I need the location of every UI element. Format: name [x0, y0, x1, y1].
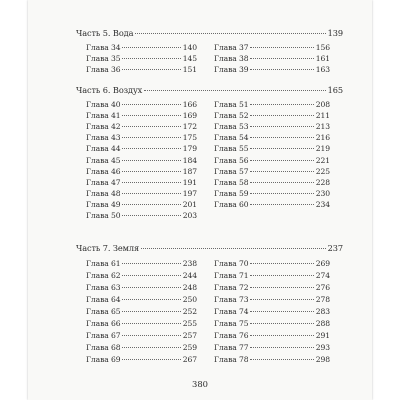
- toc-entry: [86, 294, 197, 305]
- toc-entry: [214, 306, 330, 317]
- chapter-title: Глава 60: [214, 199, 249, 209]
- chapter-page: 211: [315, 111, 330, 121]
- toc-entry: [86, 354, 197, 365]
- leader-dots: [122, 204, 180, 205]
- leader-dots: [141, 248, 326, 249]
- leader-dots: [250, 347, 313, 348]
- toc-entry: [214, 53, 330, 64]
- chapter-title: Глава 50: [86, 211, 121, 220]
- leader-dots: [122, 323, 180, 324]
- toc-entry: [86, 318, 197, 329]
- toc-entry: [214, 143, 330, 154]
- toc-entry: [214, 99, 330, 110]
- leader-dots: [250, 171, 313, 172]
- toc-entry: [214, 177, 330, 188]
- toc-entry: [86, 121, 197, 132]
- chapter-title: Глава 44: [86, 144, 121, 154]
- part-page: 139: [327, 28, 343, 38]
- chapter-page: 179: [182, 144, 197, 154]
- toc-entry: [86, 166, 197, 177]
- chapter-title: Глава 69: [86, 355, 121, 364]
- chapter-page: 187: [182, 166, 197, 176]
- toc-entry: [86, 188, 197, 199]
- toc-entry: [86, 258, 197, 269]
- part-title: Часть 6. Воздух: [76, 85, 143, 95]
- leader-dots: [122, 126, 180, 127]
- chapter-title: Глава 54: [214, 133, 249, 143]
- leader-dots: [122, 193, 180, 194]
- leader-dots: [122, 69, 180, 70]
- chapter-page: 151: [182, 65, 197, 75]
- chapter-page: 225: [315, 166, 330, 176]
- toc-entry: [214, 258, 330, 269]
- leader-dots: [250, 126, 313, 127]
- chapter-page: 293: [315, 343, 330, 352]
- chapter-page: 230: [315, 188, 330, 198]
- page-number: 380: [192, 379, 208, 389]
- toc-entry: [214, 42, 330, 53]
- leader-dots: [250, 58, 313, 59]
- chapter-page: 166: [182, 100, 197, 109]
- leader-dots: [135, 33, 325, 34]
- chapter-title: Глава 57: [214, 166, 249, 176]
- chapter-page: 274: [315, 271, 330, 280]
- leader-dots: [122, 148, 180, 149]
- leader-dots: [122, 47, 180, 48]
- chapter-title: Глава 72: [214, 283, 249, 292]
- leader-dots: [250, 299, 313, 300]
- chapter-title: Глава 34: [86, 43, 121, 52]
- chapter-title: Глава 53: [214, 122, 249, 132]
- leader-dots: [144, 90, 325, 91]
- leader-dots: [122, 287, 180, 288]
- leader-dots: [250, 287, 313, 288]
- book-page: [28, 0, 372, 400]
- chapter-title: Глава 75: [214, 319, 249, 328]
- leader-dots: [122, 182, 180, 183]
- chapter-title: Глава 38: [214, 54, 249, 64]
- toc-entry: [86, 99, 197, 110]
- toc-entry: [214, 342, 330, 353]
- toc-entry: [214, 155, 330, 166]
- chapter-page: 161: [315, 54, 330, 64]
- toc-entry: [214, 199, 330, 210]
- chapter-title: Глава 71: [214, 271, 249, 280]
- chapter-title: Глава 63: [86, 283, 121, 292]
- toc-entry: [86, 330, 197, 341]
- leader-dots: [250, 47, 313, 48]
- leader-dots: [250, 263, 313, 264]
- chapter-title: Глава 48: [86, 188, 121, 198]
- chapter-title: Глава 73: [214, 295, 249, 304]
- toc-entry: [86, 342, 197, 353]
- chapter-title: Глава 77: [214, 343, 249, 352]
- chapter-page: 228: [315, 177, 330, 187]
- chapter-page: 238: [182, 259, 197, 268]
- chapter-page: 213: [315, 122, 330, 132]
- toc-entry: [214, 318, 330, 329]
- part-heading: [76, 85, 343, 95]
- chapter-title: Глава 56: [214, 155, 249, 165]
- chapter-title: Глава 78: [214, 355, 249, 364]
- toc-entry: [214, 188, 330, 199]
- chapter-page: 203: [182, 211, 197, 220]
- chapter-page: 276: [315, 283, 330, 292]
- chapter-title: Глава 40: [86, 100, 121, 109]
- toc-entry: [86, 64, 197, 75]
- leader-dots: [122, 115, 180, 116]
- toc-entry: [214, 282, 330, 293]
- chapter-title: Глава 76: [214, 331, 249, 340]
- chapter-title: Глава 35: [86, 54, 121, 64]
- chapter-title: Глава 64: [86, 295, 121, 304]
- chapter-title: Глава 41: [86, 111, 121, 121]
- toc-entry: [86, 177, 197, 188]
- chapter-page: 278: [315, 295, 330, 304]
- chapter-page: 283: [315, 307, 330, 316]
- leader-dots: [250, 275, 313, 276]
- chapter-page: 191: [182, 177, 197, 187]
- leader-dots: [250, 160, 313, 161]
- chapter-title: Глава 46: [86, 166, 121, 176]
- part-heading: [76, 243, 343, 253]
- chapter-page: 197: [182, 188, 197, 198]
- chapter-title: Глава 52: [214, 111, 249, 121]
- toc-entry: [86, 143, 197, 154]
- chapter-page: 221: [315, 155, 330, 165]
- chapter-page: 250: [182, 295, 197, 304]
- chapter-page: 201: [182, 199, 197, 209]
- leader-dots: [250, 193, 313, 194]
- chapter-page: 175: [182, 133, 197, 143]
- chapter-page: 216: [315, 133, 330, 143]
- leader-dots: [250, 204, 313, 205]
- toc-entry: [86, 132, 197, 143]
- toc-entry: [214, 166, 330, 177]
- leader-dots: [250, 335, 313, 336]
- leader-dots: [122, 359, 180, 360]
- chapter-page: 163: [315, 65, 330, 75]
- chapter-title: Глава 74: [214, 307, 249, 316]
- part-page: 237: [327, 243, 343, 253]
- chapter-page: 156: [315, 43, 330, 52]
- chapter-title: Глава 68: [86, 343, 121, 352]
- leader-dots: [250, 148, 313, 149]
- chapter-title: Глава 39: [214, 65, 249, 75]
- leader-dots: [122, 160, 180, 161]
- chapter-page: 288: [315, 319, 330, 328]
- chapter-page: 140: [182, 43, 197, 52]
- toc-entry: [214, 270, 330, 281]
- chapter-page: 172: [182, 122, 197, 132]
- chapter-page: 298: [315, 355, 330, 364]
- chapter-title: Глава 58: [214, 177, 249, 187]
- chapter-title: Глава 65: [86, 307, 121, 316]
- chapter-title: Глава 47: [86, 177, 121, 187]
- chapter-page: 259: [182, 343, 197, 352]
- chapter-page: 255: [182, 319, 197, 328]
- part-title: Часть 7. Земля: [76, 243, 140, 253]
- leader-dots: [122, 299, 180, 300]
- toc-entry: [214, 354, 330, 365]
- part-title: Часть 5. Вода: [76, 28, 134, 38]
- chapter-title: Глава 42: [86, 122, 121, 132]
- leader-dots: [122, 58, 180, 59]
- chapter-page: 244: [182, 271, 197, 280]
- chapter-title: Глава 61: [86, 259, 121, 268]
- chapter-title: Глава 37: [214, 43, 249, 52]
- chapter-title: Глава 51: [214, 100, 249, 109]
- part-heading: [76, 28, 343, 38]
- toc-entry: [86, 42, 197, 53]
- toc-entry: [86, 210, 197, 221]
- chapter-title: Глава 55: [214, 144, 249, 154]
- toc-entry: [214, 64, 330, 75]
- leader-dots: [122, 215, 180, 216]
- leader-dots: [122, 263, 180, 264]
- chapter-page: 267: [182, 355, 197, 364]
- chapter-page: 184: [182, 155, 197, 165]
- toc-entry: [214, 132, 330, 143]
- leader-dots: [122, 104, 180, 105]
- toc-entry: [86, 306, 197, 317]
- leader-dots: [122, 311, 180, 312]
- leader-dots: [250, 311, 313, 312]
- chapter-page: 252: [182, 307, 197, 316]
- leader-dots: [122, 335, 180, 336]
- toc-entry: [214, 110, 330, 121]
- part-page: 165: [327, 85, 343, 95]
- toc-entry: [214, 294, 330, 305]
- toc-entry: [86, 199, 197, 210]
- toc-entry: [214, 121, 330, 132]
- leader-dots: [250, 115, 313, 116]
- leader-dots: [122, 275, 180, 276]
- toc-entry: [86, 110, 197, 121]
- chapter-title: Глава 45: [86, 155, 121, 165]
- chapter-title: Глава 43: [86, 133, 121, 143]
- chapter-page: 257: [182, 331, 197, 340]
- toc-entry: [86, 53, 197, 64]
- chapter-page: 219: [315, 144, 330, 154]
- chapter-title: Глава 49: [86, 199, 121, 209]
- chapter-title: Глава 36: [86, 65, 121, 75]
- toc-entry: [214, 330, 330, 341]
- leader-dots: [250, 104, 313, 105]
- leader-dots: [250, 69, 313, 70]
- chapter-page: 208: [315, 100, 330, 109]
- leader-dots: [122, 347, 180, 348]
- leader-dots: [250, 359, 313, 360]
- leader-dots: [122, 171, 180, 172]
- chapter-title: Глава 59: [214, 188, 249, 198]
- chapter-page: 145: [182, 54, 197, 64]
- toc-entry: [86, 282, 197, 293]
- leader-dots: [250, 323, 313, 324]
- leader-dots: [122, 137, 180, 138]
- chapter-page: 169: [182, 111, 197, 121]
- leader-dots: [250, 137, 313, 138]
- chapter-page: 269: [315, 259, 330, 268]
- leader-dots: [250, 182, 313, 183]
- chapter-title: Глава 66: [86, 319, 121, 328]
- chapter-title: Глава 67: [86, 331, 121, 340]
- chapter-page: 234: [315, 199, 330, 209]
- chapter-page: 291: [315, 331, 330, 340]
- toc-entry: [86, 155, 197, 166]
- chapter-title: Глава 62: [86, 271, 121, 280]
- chapter-page: 248: [182, 283, 197, 292]
- chapter-title: Глава 70: [214, 259, 249, 268]
- toc-entry: [86, 270, 197, 281]
